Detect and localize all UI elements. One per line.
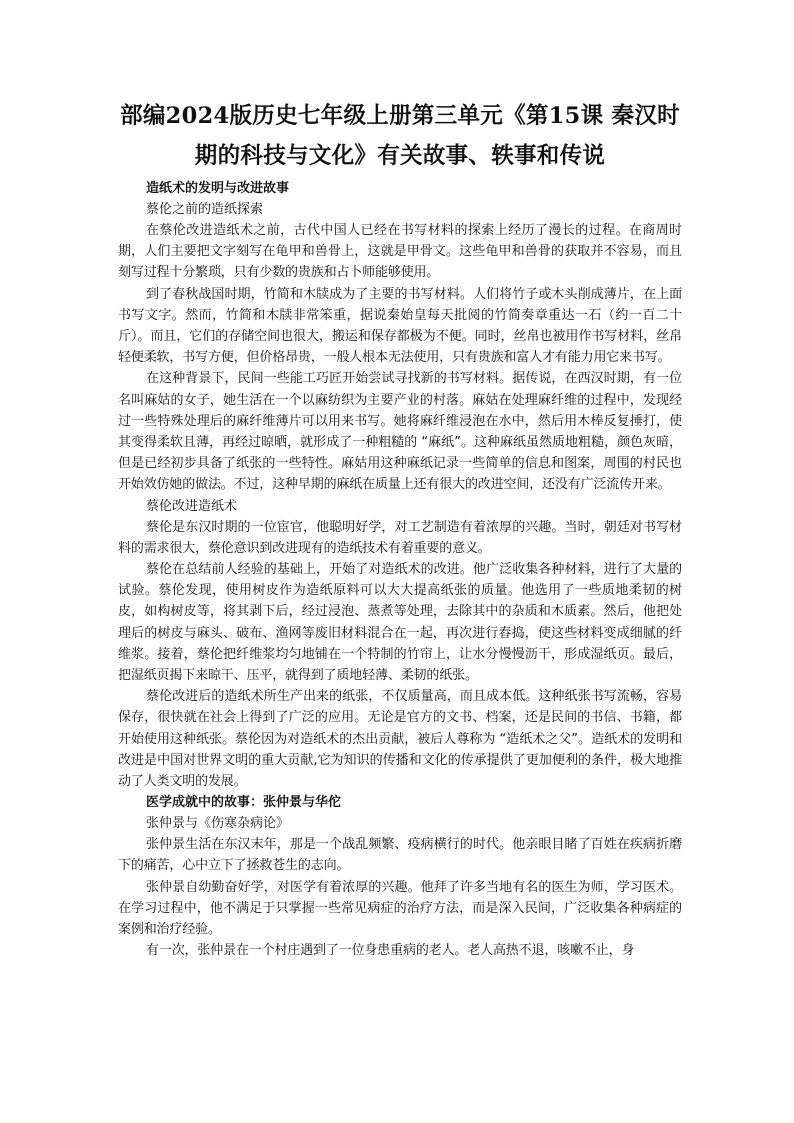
paragraph: 蔡伦在总结前人经验的基础上，开始了对造纸术的改进。他广泛收集各种材料，进行了大量的试验。蔡伦发现，使用树皮作为造纸原料可以大大提高纸张的质量。他选用了一些质地柔韧的树皮，如构树皮等，将其剥下后，经过浸泡、蒸煮等处理，去除其中的杂质和木质素。然后，他把处理后的树皮与麻头、破布、渔网等废旧材料混合在一起，再次进行舂捣，使这些材料变成细腻的纤维浆。接着，蔡伦把纤维浆均匀地铺在一个特制的竹帘上，让水分慢慢沥干，形成湿纸页。最后，把湿纸页揭下来晾干、压平，就得到了质地轻薄、柔韧的纸张。 bbox=[118, 562, 682, 684]
paragraph: 有一次，张仲景在一个村庄遇到了一位身患重病的老人。老人高热不退，咳嗽不止，身 bbox=[146, 943, 635, 959]
subsection-heading: 蔡伦改进造纸术 bbox=[146, 498, 238, 514]
section-medicine bbox=[118, 792, 682, 961]
paragraph: 蔡伦改进后的造纸术所生产出来的纸张，不仅质量高，而且成本低。这种纸张书写流畅，容易保存，很快就在社会上得到了广泛的应用。无论是官方的文书、档案，还是民间的书信、书籍，都开始使用这种纸张。蔡伦因为对造纸术的杰出贡献，被后人尊称为 “造纸术之父”。造纸术的发明和改进是中国对世界文明的重大贡献,它为知识的传播和文化的传承提供了更加便利的条件，极大地推动了人类文明的发展。 bbox=[118, 689, 682, 790]
section-papermaking bbox=[118, 178, 682, 792]
paragraph: 在这种背景下，民间一些能工巧匠开始尝试寻找新的书写材料。据传说，在西汉时期，有一位名叫麻姑的女子，她生活在一个以麻纺织为主要产业的村落。麻姑在处理麻纤维的过程中，发现经过一些特殊处理后的麻纤维薄片可以用来书写。她将麻纤维浸泡在水中，然后用木棒反复捶打，使其变得柔软且薄，再经过晾晒，就形成了一种粗糙的 “麻纸”。这种麻纸虽然质地粗糙，颜色灰暗，但是已经初步具备了纸张的一些特性。麻姑用这种麻纸记录一些简单的信息和图案，周围的村民也开始效仿她的做法。不过，这种早期的麻纸在质量上还有很大的改进空间，还没有广泛流传开来。 bbox=[118, 371, 682, 493]
subsection-heading: 蔡伦之前的造纸探索 bbox=[146, 202, 264, 217]
paragraph: 到了春秋战国时期，竹简和木牍成为了主要的书写材料。人们将竹子或木头削成薄片，在上面书写文字。然而，竹简和木牍非常笨重，据说秦始皇每天批阅的竹简奏章重达一石（约一百二十斤）。而且，它们的存储空间也很大，搬运和保存都极为不便。同时，丝帛也被用作书写材料，丝帛轻便柔软，书写方便，但价格昂贵，一般人根本无法使用，只有贵族和富人才有能力用它来书写。 bbox=[118, 286, 682, 366]
paragraph: 蔡伦是东汉时期的一位宦官，他聪明好学，对工艺制造有着浓厚的兴趣。当时，朝廷对书写材料的需求很大，蔡伦意识到改进现有的造纸技术有着重要的意义。 bbox=[118, 519, 682, 556]
section-heading: 医学成就中的故事：张仲景与华佗 bbox=[146, 795, 342, 811]
paragraph: 张仲景自幼勤奋好学，对医学有着浓厚的兴趣。他拜了许多当地有名的医生为师，学习医术。在学习过程中，他不满足于只掌握一些常见病症的治疗方法，而是深入民间，广泛收集各种病症的案例和治疗经验。 bbox=[118, 879, 682, 938]
subsection-heading: 张仲景与《伤寒杂病论》 bbox=[146, 816, 290, 832]
paragraph: 在蔡伦改进造纸术之前，古代中国人已经在书写材料的探索上经历了漫长的过程。在商周时期，人们主要把文字刻写在龟甲和兽骨上，这就是甲骨文。这些龟甲和兽骨的获取并不容易，而且刻写过程十分繁琐，只有少数的贵族和占卜师能够使用。 bbox=[118, 223, 682, 281]
paragraph: 张仲景生活在东汉末年，那是一个战乱频繁、疫病横行的时代。他亲眼目睹了百姓在疾病折磨下的痛苦，心中立下了拯救苍生的志向。 bbox=[118, 837, 682, 874]
document-title: 部编2024版历史七年级上册第三单元《第15课 秦汉时期的科技与文化》有关故事、轶事和传说 bbox=[120, 103, 680, 169]
section-heading: 造纸术的发明与改进故事 bbox=[146, 181, 290, 196]
